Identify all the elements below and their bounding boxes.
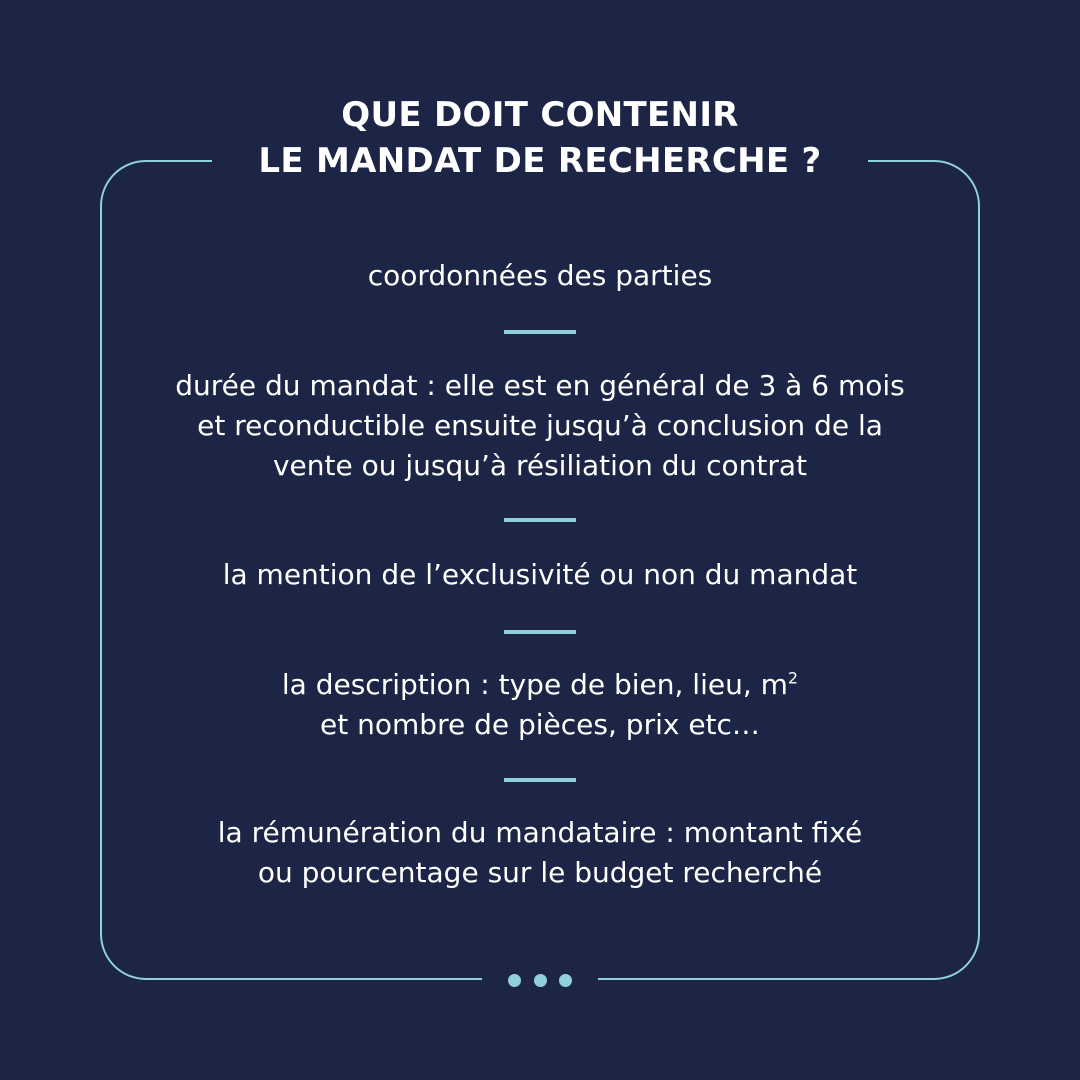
dot <box>534 974 547 987</box>
separator <box>504 630 576 634</box>
title-line-1: QUE DOIT CONTENIR <box>341 95 739 135</box>
item-line: coordonnées des parties <box>367 259 713 292</box>
item-line: vente ou jusqu’à résiliation du contrat <box>272 449 808 482</box>
page-title <box>212 92 868 184</box>
list-item-duree <box>110 366 970 486</box>
title-line-2: LE MANDAT DE RECHERCHE ? <box>258 141 822 181</box>
item-line: ou pourcentage sur le budget recherché <box>257 856 823 889</box>
list-item-remuneration <box>110 813 970 893</box>
item-line: la rémunération du mandataire : montant fixé <box>217 816 863 849</box>
item-line: et nombre de pièces, prix etc… <box>320 708 760 741</box>
separator <box>504 330 576 334</box>
list-item-description <box>110 665 970 745</box>
dot <box>559 974 572 987</box>
item-line: la mention de l’exclusivité ou non du mandat <box>222 558 858 591</box>
item-line: durée du mandat : elle est en général de 3 à 6 mois <box>175 369 905 402</box>
item-line: et reconductible ensuite jusqu’à conclusion de la <box>197 409 883 442</box>
item-line-text: la description : type de bien, lieu, m <box>281 668 788 701</box>
item-line <box>110 665 970 705</box>
separator <box>504 778 576 782</box>
separator <box>504 518 576 522</box>
superscript-2: 2 <box>787 668 799 688</box>
list-item-coordonnees <box>110 256 970 296</box>
list-item-exclusivite <box>110 555 970 595</box>
dot <box>508 974 521 987</box>
more-dots-icon <box>508 972 572 988</box>
